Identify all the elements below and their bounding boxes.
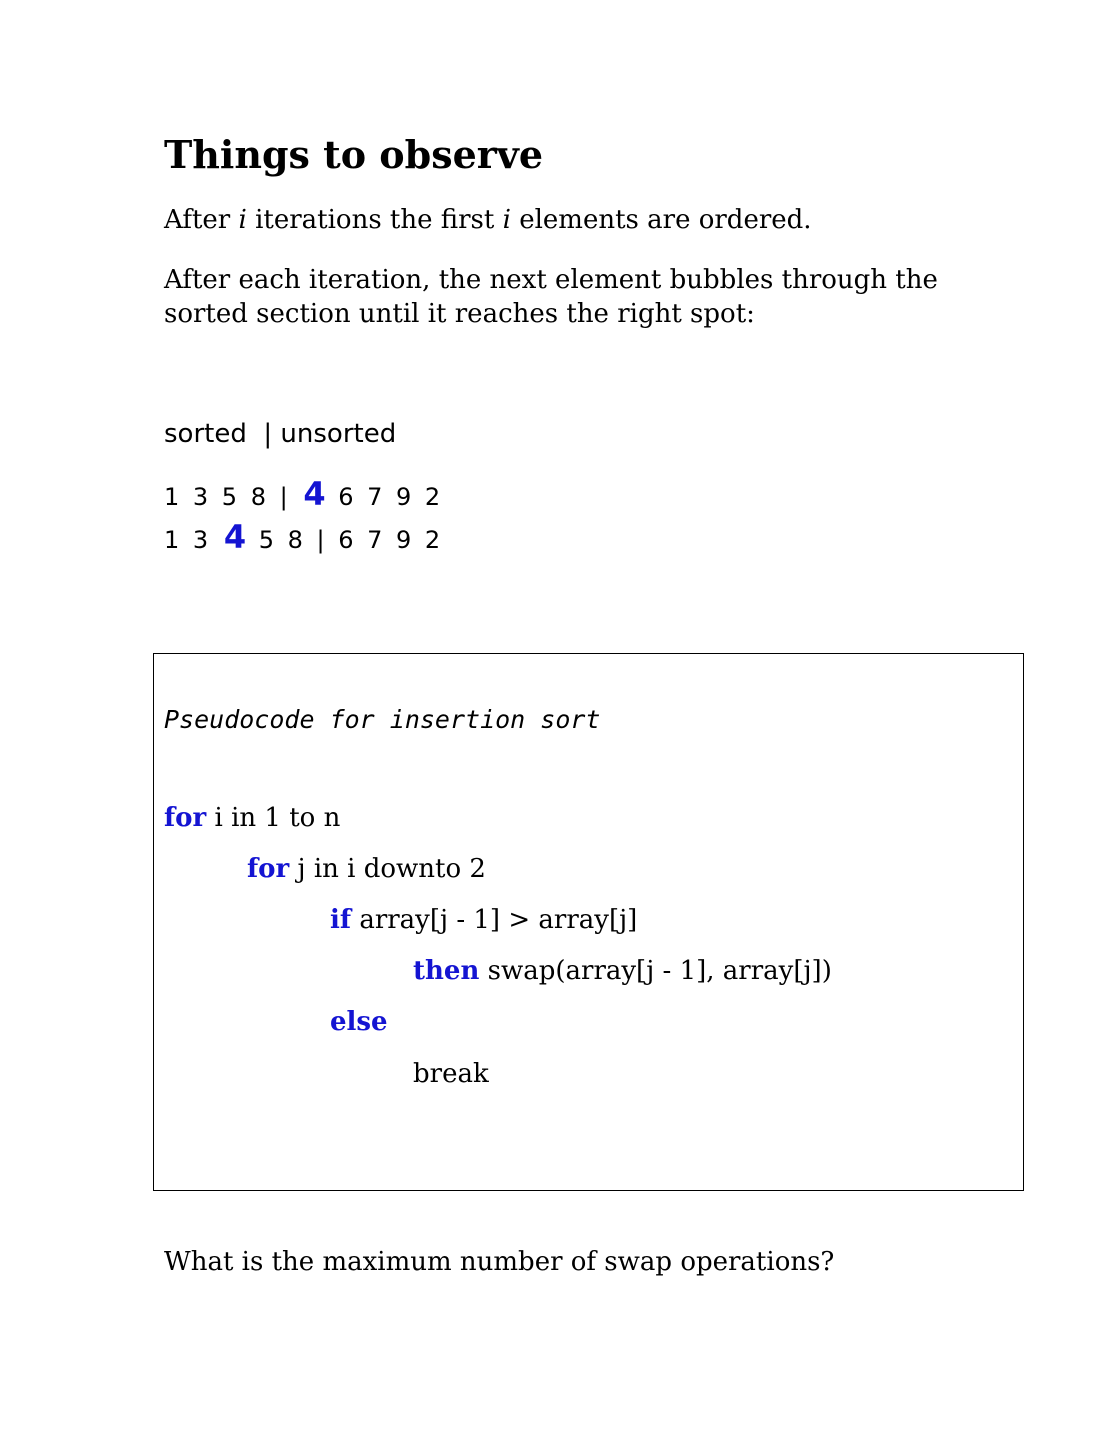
sequence-part: 1 3 5 8 |	[164, 483, 291, 511]
code-keyword: for	[164, 803, 207, 833]
observation-line: sorted section until it reaches the right spot:	[164, 299, 755, 329]
variable-i: i	[238, 205, 247, 235]
observation-line: After each iteration, the next element bubbles through the	[164, 265, 938, 295]
sorted-unsorted-label	[164, 418, 396, 450]
question-text: What is the maximum number of swap operations?	[164, 1247, 835, 1277]
sequence-after-insert	[164, 517, 443, 560]
highlighted-element: 4	[303, 475, 326, 513]
observation-iterations	[164, 203, 812, 237]
unsorted-label: unsorted	[280, 419, 397, 449]
observation-bubbling	[164, 263, 938, 331]
code-line-condition	[330, 903, 637, 937]
code-text: i in 1 to n	[206, 803, 341, 833]
sequence-part: 5 8 | 6 7 9 2	[258, 526, 444, 554]
code-text: j in i downto 2	[289, 854, 486, 884]
sorted-label: sorted	[164, 419, 247, 449]
highlighted-element: 4	[223, 518, 247, 556]
code-line-swap	[413, 954, 832, 988]
code-keyword: then	[413, 956, 480, 986]
code-keyword: for	[247, 854, 290, 884]
code-text: swap(array[j - 1], array[j])	[479, 956, 832, 986]
code-text: array[j - 1] > array[j]	[351, 905, 638, 935]
variable-i: i	[502, 205, 511, 235]
code-line-else	[330, 1005, 388, 1039]
code-keyword: if	[330, 905, 352, 935]
code-line-inner-loop	[247, 852, 486, 886]
observation-text: After	[164, 205, 239, 235]
code-text: break	[413, 1059, 489, 1089]
sequence-before-insert	[164, 474, 443, 517]
code-keyword: else	[330, 1007, 388, 1037]
code-line-break	[413, 1057, 489, 1091]
code-line-outer-loop	[164, 801, 340, 835]
observation-text: elements are ordered.	[510, 205, 812, 235]
pseudocode-title: Pseudocode for insertion sort	[164, 705, 601, 734]
divider-label: |	[263, 419, 273, 449]
sequence-part: 6 7 9 2	[338, 483, 444, 511]
sequence-part: 1 3	[164, 526, 212, 554]
page-title: Things to observe	[164, 132, 544, 177]
observation-text: iterations the first	[246, 205, 503, 235]
